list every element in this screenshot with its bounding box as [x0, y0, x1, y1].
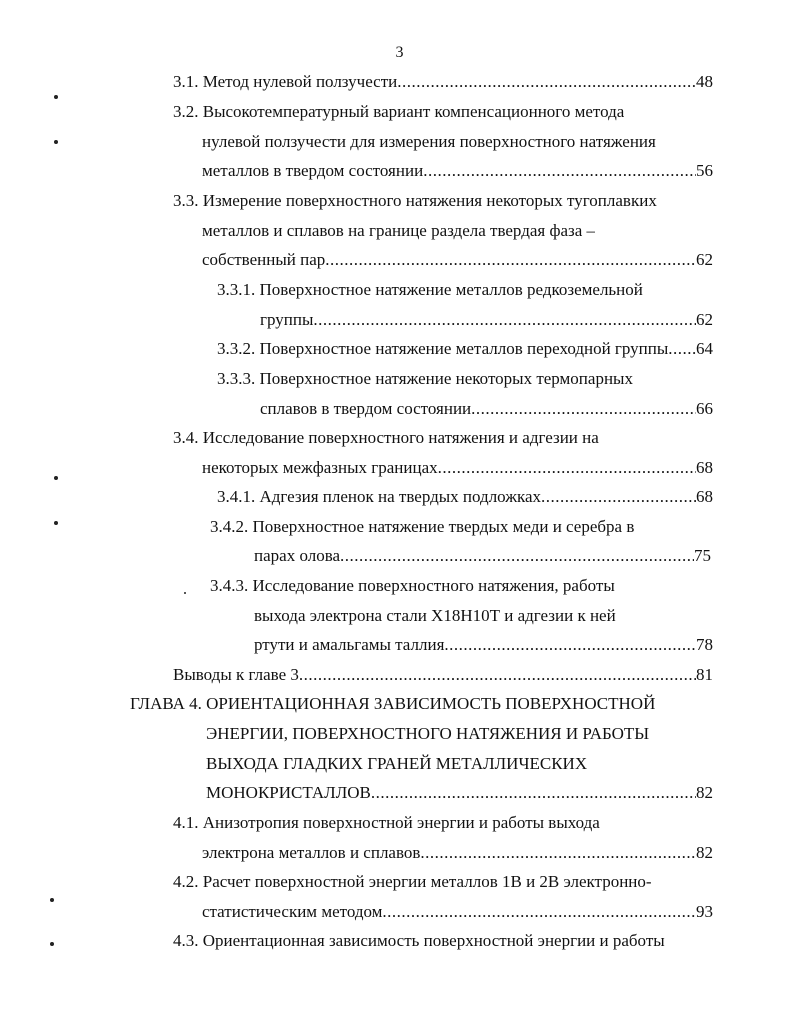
toc-page-number: 56 [696, 161, 713, 180]
leader-dots [438, 458, 696, 478]
toc-entry-title: сплавов в твердом состоянии [260, 399, 472, 418]
toc-entry-3-4-2-line2 [254, 546, 711, 566]
leader-dots [668, 339, 696, 359]
toc-page-number: 62 [696, 310, 713, 329]
toc-entry-title: Выводы к главе 3 [173, 665, 299, 684]
scan-speck [50, 942, 54, 946]
toc-chapter-4-line2: ЭНЕРГИИ, ПОВЕРХНОСТНОГО НАТЯЖЕНИЯ И РАБОТЫ [206, 724, 650, 743]
toc-entry-3-3-line1: 3.3. Измерение поверхностного натяжения некоторых тугоплавких [173, 191, 657, 210]
toc-page-number: 81 [696, 665, 713, 684]
leader-dots [541, 487, 696, 507]
toc-entry-title: металлов в твердом состоянии [202, 161, 424, 180]
toc-entry-3-2-line2: нулевой ползучести для измерения поверхностного натяжения [202, 132, 656, 151]
toc-entry-conclusions-3 [173, 665, 713, 685]
toc-page-number: 82 [696, 843, 713, 862]
toc-page-number: 48 [696, 72, 713, 91]
scan-speck [54, 140, 58, 144]
leader-dots [420, 843, 696, 863]
toc-entry-4-3-line1: 4.3. Ориентационная зависимость поверхностной энергии и работы [173, 931, 665, 950]
leader-dots [313, 310, 696, 330]
toc-entry-title: МОНОКРИСТАЛЛОВ [206, 783, 371, 802]
leader-dots [397, 72, 696, 92]
toc-page-number: 66 [696, 399, 713, 418]
toc-entry-3-2-line3 [202, 161, 713, 181]
toc-entry-title: собственный пар [202, 250, 326, 269]
toc-page-number: 75 [694, 546, 711, 565]
leader-dots [382, 902, 696, 922]
toc-entry-title: группы [260, 310, 314, 329]
toc-page-number: 64 [696, 339, 713, 358]
toc-entry-title: парах олова [254, 546, 341, 565]
toc-entry-4-2-line2 [202, 902, 713, 922]
toc-page-number: 68 [696, 487, 713, 506]
toc-page-number: 62 [696, 250, 713, 269]
toc-entry-title: некоторых межфазных границах [202, 458, 438, 477]
scan-speck [54, 476, 58, 480]
scan-speck [50, 898, 54, 902]
toc-page-number: 68 [696, 458, 713, 477]
leader-dots [299, 665, 696, 685]
toc-chapter-4-line4 [206, 783, 713, 803]
toc-entry-3-3-2 [217, 339, 713, 359]
toc-page-number: 78 [696, 635, 713, 654]
toc-entry-3-4-line2 [202, 458, 713, 478]
toc-entry-3-3-1-line2 [260, 310, 713, 330]
toc-chapter-4-line1: ГЛАВА 4. ОРИЕНТАЦИОННАЯ ЗАВИСИМОСТЬ ПОВЕРХНОСТНОЙ [130, 694, 656, 713]
scan-speck [184, 592, 186, 594]
toc-page-number: 82 [696, 783, 713, 802]
toc-entry-3-3-3-line1: 3.3.3. Поверхностное натяжение некоторых термопарных [217, 369, 633, 388]
toc-entry-3-3-line2: металлов и сплавов на границе раздела твердая фаза – [202, 221, 596, 240]
toc-entry-3-4-3-line2: выхода электрона стали Х18Н10Т и адгезии к ней [254, 606, 616, 625]
toc-entry-3-4-3-line3 [254, 635, 713, 655]
toc-entry-title: 3.1. Метод нулевой ползучести [173, 72, 398, 91]
scan-speck [54, 95, 58, 99]
scan-speck [54, 521, 58, 525]
leader-dots [471, 399, 696, 419]
toc-entry-3-3-3-line2 [260, 399, 713, 419]
toc-entry-4-2-line1: 4.2. Расчет поверхностной энергии металлов 1В и 2В электронно- [173, 872, 652, 891]
toc-entry-title: электрона металлов и сплавов [202, 843, 421, 862]
toc-chapter-4-line3: ВЫХОДА ГЛАДКИХ ГРАНЕЙ МЕТАЛЛИЧЕСКИХ [206, 754, 588, 773]
toc-entry-title: ртути и амальгамы таллия [254, 635, 445, 654]
toc-entry-3-4-line1: 3.4. Исследование поверхностного натяжения и адгезии на [173, 428, 599, 447]
page-number: 3 [395, 44, 404, 61]
toc-entry-3-4-1 [217, 487, 713, 507]
toc-entry-3-3-line3 [202, 250, 713, 270]
toc-entry-3-1 [173, 72, 713, 92]
toc-entry-title: статистическим методом [202, 902, 383, 921]
toc-entry-4-1-line2 [202, 843, 713, 863]
leader-dots [325, 250, 696, 270]
toc-entry-3-4-2-line1: 3.4.2. Поверхностное натяжение твердых меди и серебра в [210, 517, 635, 536]
toc-entry-title: 3.3.2. Поверхностное натяжение металлов переходной группы [217, 339, 669, 358]
leader-dots [340, 546, 694, 566]
toc-entry-title: 3.4.1. Адгезия пленок на твердых подложках [217, 487, 542, 506]
leader-dots [423, 161, 696, 181]
leader-dots [371, 783, 696, 803]
toc-entry-4-1-line1: 4.1. Анизотропия поверхностной энергии и работы выхода [173, 813, 600, 832]
toc-entry-3-3-1-line1: 3.3.1. Поверхностное натяжение металлов редкоземельной [217, 280, 643, 299]
toc-page-number: 93 [696, 902, 713, 921]
toc-entry-3-4-3-line1: 3.4.3. Исследование поверхностного натяжения, работы [210, 576, 615, 595]
toc-entry-3-2-line1: 3.2. Высокотемпературный вариант компенсационного метода [173, 102, 625, 121]
leader-dots [444, 635, 696, 655]
